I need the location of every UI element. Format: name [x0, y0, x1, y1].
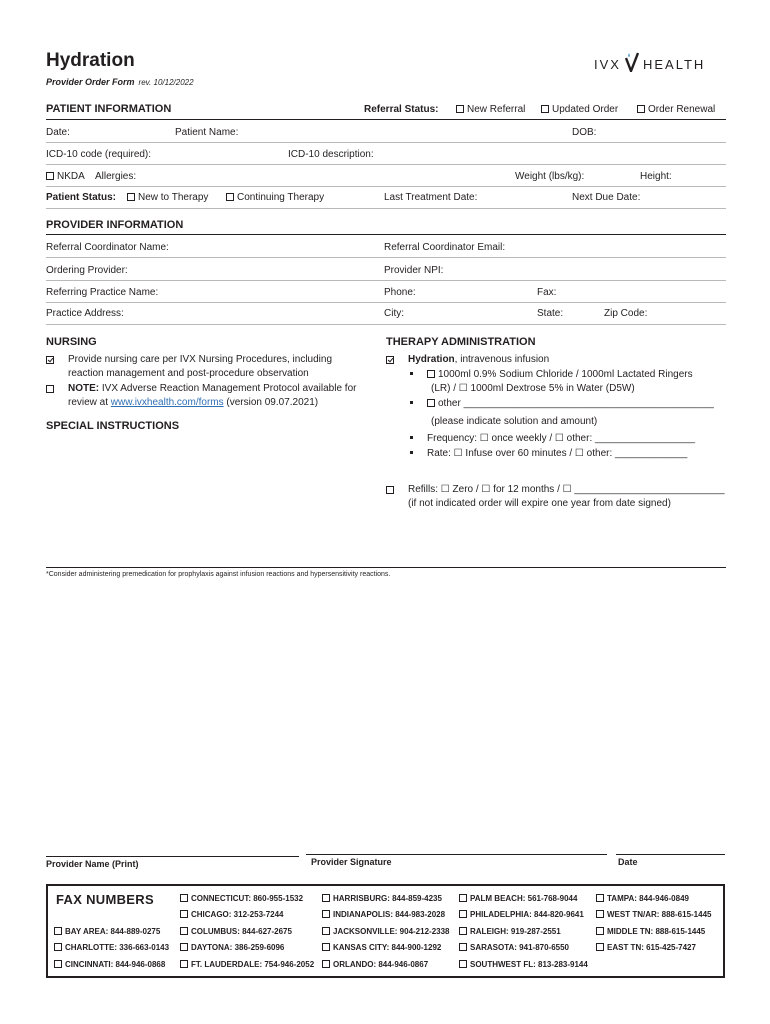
- refills-checkbox[interactable]: [386, 485, 397, 496]
- bullet-icon: [410, 401, 413, 404]
- patient-status-label: Patient Status:: [46, 192, 117, 203]
- height-field[interactable]: Height:: [640, 171, 672, 182]
- provider-npi-field[interactable]: Provider NPI:: [384, 265, 444, 276]
- fax-entry[interactable]: [596, 894, 689, 903]
- note-checkbox[interactable]: [46, 384, 57, 395]
- checkbox-icon: [226, 193, 234, 201]
- checkbox-icon: [180, 960, 188, 968]
- checkbox-icon: [596, 910, 604, 918]
- note-paragraph: [68, 382, 373, 410]
- divider: [46, 257, 726, 258]
- referral-status-label: Referral Status:: [364, 104, 439, 115]
- fax-entry-label: COLUMBUS: 844-627-2675: [191, 927, 292, 936]
- fax-entry[interactable]: [322, 927, 450, 936]
- fax-entry-label: HARRISBURG: 844-859-4235: [333, 894, 442, 903]
- signature-line: [616, 854, 725, 855]
- nursing-item-text: Provide nursing care per IVX Nursing Procedures, including reaction management and post-procedure observation: [68, 354, 333, 379]
- refills-text[interactable]: Refills: ☐ Zero / ☐ for 12 months / ☐ ___________________________: [408, 484, 725, 495]
- patient-section-title: PATIENT INFORMATION: [46, 103, 172, 115]
- checkbox-icon: [322, 927, 330, 935]
- revision-text: rev. 10/12/2022: [138, 78, 194, 87]
- option-other-text: other _____________________________________________: [438, 398, 714, 409]
- checkbox-icon: [459, 910, 467, 918]
- date-signed-field[interactable]: Date: [618, 857, 638, 867]
- fax-entry-label: BAY AREA: 844-889-0275: [65, 927, 161, 936]
- practice-name-field[interactable]: Referring Practice Name:: [46, 287, 159, 298]
- rate-text: Rate: ☐ Infuse over 60 minutes / ☐ other: _____________: [427, 448, 688, 459]
- divider: [46, 567, 726, 568]
- divider: [46, 208, 726, 209]
- fax-entry-label: PALM BEACH: 561-768-9044: [470, 894, 578, 903]
- fax-entry-label: SARASOTA: 941-870-6550: [470, 943, 570, 952]
- hydration-bold: Hydration: [408, 354, 455, 365]
- dob-field[interactable]: DOB:: [572, 127, 597, 138]
- provider-signature-field[interactable]: Provider Signature: [311, 857, 392, 867]
- status-new-checkbox[interactable]: [127, 192, 208, 203]
- phone-field[interactable]: Phone:: [384, 287, 416, 298]
- fax-entry[interactable]: [322, 943, 441, 952]
- hydration-checkbox[interactable]: [386, 355, 397, 366]
- checkbox-icon: [459, 927, 467, 935]
- next-due-field[interactable]: Next Due Date:: [572, 192, 641, 203]
- checkbox-icon: [322, 943, 330, 951]
- referral-new-checkbox[interactable]: [456, 104, 525, 115]
- fax-entry[interactable]: [180, 960, 314, 969]
- fax-entry[interactable]: [180, 894, 303, 903]
- fax-entry[interactable]: [459, 927, 561, 936]
- referral-option-label: Updated Order: [552, 104, 619, 115]
- fax-entry[interactable]: [459, 943, 569, 952]
- fax-entry-label: RALEIGH: 919-287-2551: [470, 927, 561, 936]
- fax-numbers-title: FAX NUMBERS: [56, 892, 154, 907]
- coordinator-email-field[interactable]: Referral Coordinator Email:: [384, 242, 506, 253]
- divider: [46, 164, 726, 165]
- footnote: *Consider administering premedication for prophylaxis against infusion reactions and hypersensitivity reactions.: [46, 571, 391, 578]
- allergies-field[interactable]: Allergies:: [95, 171, 137, 182]
- page-title: Hydration: [46, 50, 135, 71]
- checkbox-icon: [322, 894, 330, 902]
- fax-entry-label: FT. LAUDERDALE: 754-946-2052: [191, 960, 315, 969]
- coordinator-name-field[interactable]: Referral Coordinator Name:: [46, 242, 169, 253]
- icd-description-field[interactable]: ICD-10 description:: [288, 149, 374, 160]
- logo-text-left: IVX: [594, 57, 621, 72]
- solution-option-1[interactable]: [410, 369, 693, 380]
- frequency-line[interactable]: [410, 433, 695, 444]
- rate-line[interactable]: [410, 448, 687, 459]
- checkbox-icon: [596, 943, 604, 951]
- fax-entry[interactable]: [54, 927, 160, 936]
- checkbox-icon: [596, 927, 604, 935]
- fax-entry-label: JACKSONVILLE: 904-212-2338: [333, 927, 450, 936]
- fax-entry[interactable]: [180, 910, 283, 919]
- fax-entry[interactable]: [54, 943, 169, 952]
- checkbox-icon: [596, 894, 604, 902]
- checkbox-icon: [637, 105, 645, 113]
- date-field[interactable]: Date:: [46, 127, 70, 138]
- fax-entry-label: INDIANAPOLIS: 844-983-2028: [333, 910, 446, 919]
- frequency-text: Frequency: ☐ once weekly / ☐ other: __________________: [427, 433, 696, 444]
- referral-option-label: New Referral: [467, 104, 526, 115]
- forms-link[interactable]: www.ivxhealth.com/forms: [110, 397, 224, 408]
- checkbox-icon: [322, 910, 330, 918]
- fax-entry-label: PHILADELPHIA: 844-820-9641: [470, 910, 584, 919]
- therapy-section-title: THERAPY ADMINISTRATION: [386, 336, 536, 348]
- option1-line2[interactable]: (LR) / ☐ 1000ml Dextrose 5% in Water (D5W): [431, 383, 635, 394]
- fax-entry[interactable]: [180, 943, 284, 952]
- solution-option-other[interactable]: [410, 398, 714, 409]
- checkbox-icon: [127, 193, 135, 201]
- fax-entry[interactable]: [322, 894, 442, 903]
- refills-note: (if not indicated order will expire one year from date signed): [408, 498, 671, 509]
- fax-entry-label: DAYTONA: 386-259-6096: [191, 943, 285, 952]
- fax-entry[interactable]: [596, 943, 696, 952]
- state-field[interactable]: State:: [537, 308, 564, 319]
- logo-mark-icon: [625, 52, 639, 75]
- referral-option-label: Order Renewal: [648, 104, 716, 115]
- note-text: IVX Adverse Reaction Management Protocol available for review at: [68, 383, 357, 408]
- subtitle-text: Provider Order Form: [46, 77, 135, 87]
- nkda-checkbox[interactable]: [46, 171, 85, 182]
- divider: [46, 302, 726, 303]
- checkbox-icon: [459, 894, 467, 902]
- patient-name-field[interactable]: Patient Name:: [175, 127, 239, 138]
- form-subtitle: [46, 77, 194, 87]
- fax-entry[interactable]: [322, 960, 428, 969]
- fax-entry-label: WEST TN/AR: 888-615-1445: [607, 910, 712, 919]
- provider-section-title: PROVIDER INFORMATION: [46, 219, 184, 231]
- note-version: (version 09.07.2021): [226, 397, 319, 408]
- fax-entry-label: ORLANDO: 844-946-0867: [333, 960, 429, 969]
- checkbox-icon: [322, 960, 330, 968]
- note-bold: NOTE:: [68, 383, 100, 394]
- checkbox-icon: [386, 486, 394, 494]
- checkbox-icon: [46, 385, 54, 393]
- fax-entry[interactable]: [596, 927, 705, 936]
- fax-entry-label: KANSAS CITY: 844-900-1292: [333, 943, 442, 952]
- checked-checkbox-icon: [386, 356, 394, 364]
- hydration-line: [408, 354, 549, 365]
- divider: [46, 119, 726, 120]
- checkbox-icon: [180, 927, 188, 935]
- city-field[interactable]: City:: [384, 308, 404, 319]
- checkbox-icon: [54, 943, 62, 951]
- fax-entry-label: CHICAGO: 312-253-7244: [191, 910, 284, 919]
- divider: [46, 280, 726, 281]
- checkbox-icon: [180, 943, 188, 951]
- fax-entry[interactable]: [596, 910, 711, 919]
- status-option-label: Continuing Therapy: [237, 192, 325, 203]
- fax-entry[interactable]: [322, 910, 445, 919]
- fax-entry-label: CINCINNATI: 844-946-0868: [65, 960, 166, 969]
- fax-entry-label: TAMPA: 844-946-0849: [607, 894, 689, 903]
- last-treatment-field[interactable]: Last Treatment Date:: [384, 192, 478, 203]
- fax-entry-label: CHARLOTTE: 336-663-0143: [65, 943, 170, 952]
- checkbox-icon: [541, 105, 549, 113]
- fax-entry-label: SOUTHWEST FL: 813-283-9144: [470, 960, 588, 969]
- status-option-label: New to Therapy: [138, 192, 209, 203]
- checked-checkbox-icon: [46, 356, 54, 364]
- checkbox-icon: [459, 960, 467, 968]
- checkbox-icon: [427, 370, 435, 378]
- option1-line1: 1000ml 0.9% Sodium Chloride / 1000ml Lactated Ringers: [438, 369, 693, 380]
- checkbox-icon: [180, 910, 188, 918]
- nursing-item-checkbox[interactable]: [46, 355, 57, 366]
- status-continuing-checkbox[interactable]: [226, 192, 324, 203]
- nkda-label: NKDA: [57, 171, 85, 182]
- icd-code-field[interactable]: ICD-10 code (required):: [46, 149, 152, 160]
- practice-address-field[interactable]: Practice Address:: [46, 308, 124, 319]
- checkbox-icon: [427, 399, 435, 407]
- fax-entry-label: MIDDLE TN: 888-615-1445: [607, 927, 706, 936]
- weight-field[interactable]: Weight (lbs/kg):: [515, 171, 585, 182]
- divider: [46, 142, 726, 143]
- special-instructions-title: SPECIAL INSTRUCTIONS: [46, 420, 180, 432]
- referral-updated-checkbox[interactable]: [541, 104, 618, 115]
- logo-text-right: HEALTH: [642, 57, 706, 72]
- fax-entry[interactable]: [459, 960, 588, 969]
- fax-entry[interactable]: [459, 910, 584, 919]
- nursing-section-title: NURSING: [46, 336, 97, 348]
- bullet-icon: [410, 436, 413, 439]
- fax-entry[interactable]: [459, 894, 577, 903]
- company-logo: [594, 52, 705, 75]
- fax-entry-label: EAST TN: 615-425-7427: [607, 943, 696, 952]
- fax-entry-label: CONNECTICUT: 860-955-1532: [191, 894, 304, 903]
- checkbox-icon: [54, 960, 62, 968]
- checkbox-icon: [54, 927, 62, 935]
- ordering-provider-field[interactable]: Ordering Provider:: [46, 265, 128, 276]
- checkbox-icon: [180, 894, 188, 902]
- fax-entry[interactable]: [180, 927, 292, 936]
- bullet-icon: [410, 372, 413, 375]
- fax-field[interactable]: Fax:: [537, 287, 557, 298]
- signature-line: [46, 856, 299, 857]
- divider: [46, 186, 726, 187]
- zip-field[interactable]: Zip Code:: [604, 308, 648, 319]
- divider: [46, 324, 726, 325]
- referral-renewal-checkbox[interactable]: [637, 104, 715, 115]
- bullet-icon: [410, 451, 413, 454]
- provider-name-field[interactable]: Provider Name (Print): [46, 859, 139, 869]
- signature-line: [306, 854, 607, 855]
- hydration-text: , intravenous infusion: [454, 354, 550, 365]
- divider: [46, 234, 726, 235]
- checkbox-icon: [46, 172, 54, 180]
- fax-entry[interactable]: [54, 960, 165, 969]
- checkbox-icon: [459, 943, 467, 951]
- checkbox-icon: [456, 105, 464, 113]
- indicate-note: (please indicate solution and amount): [431, 416, 598, 427]
